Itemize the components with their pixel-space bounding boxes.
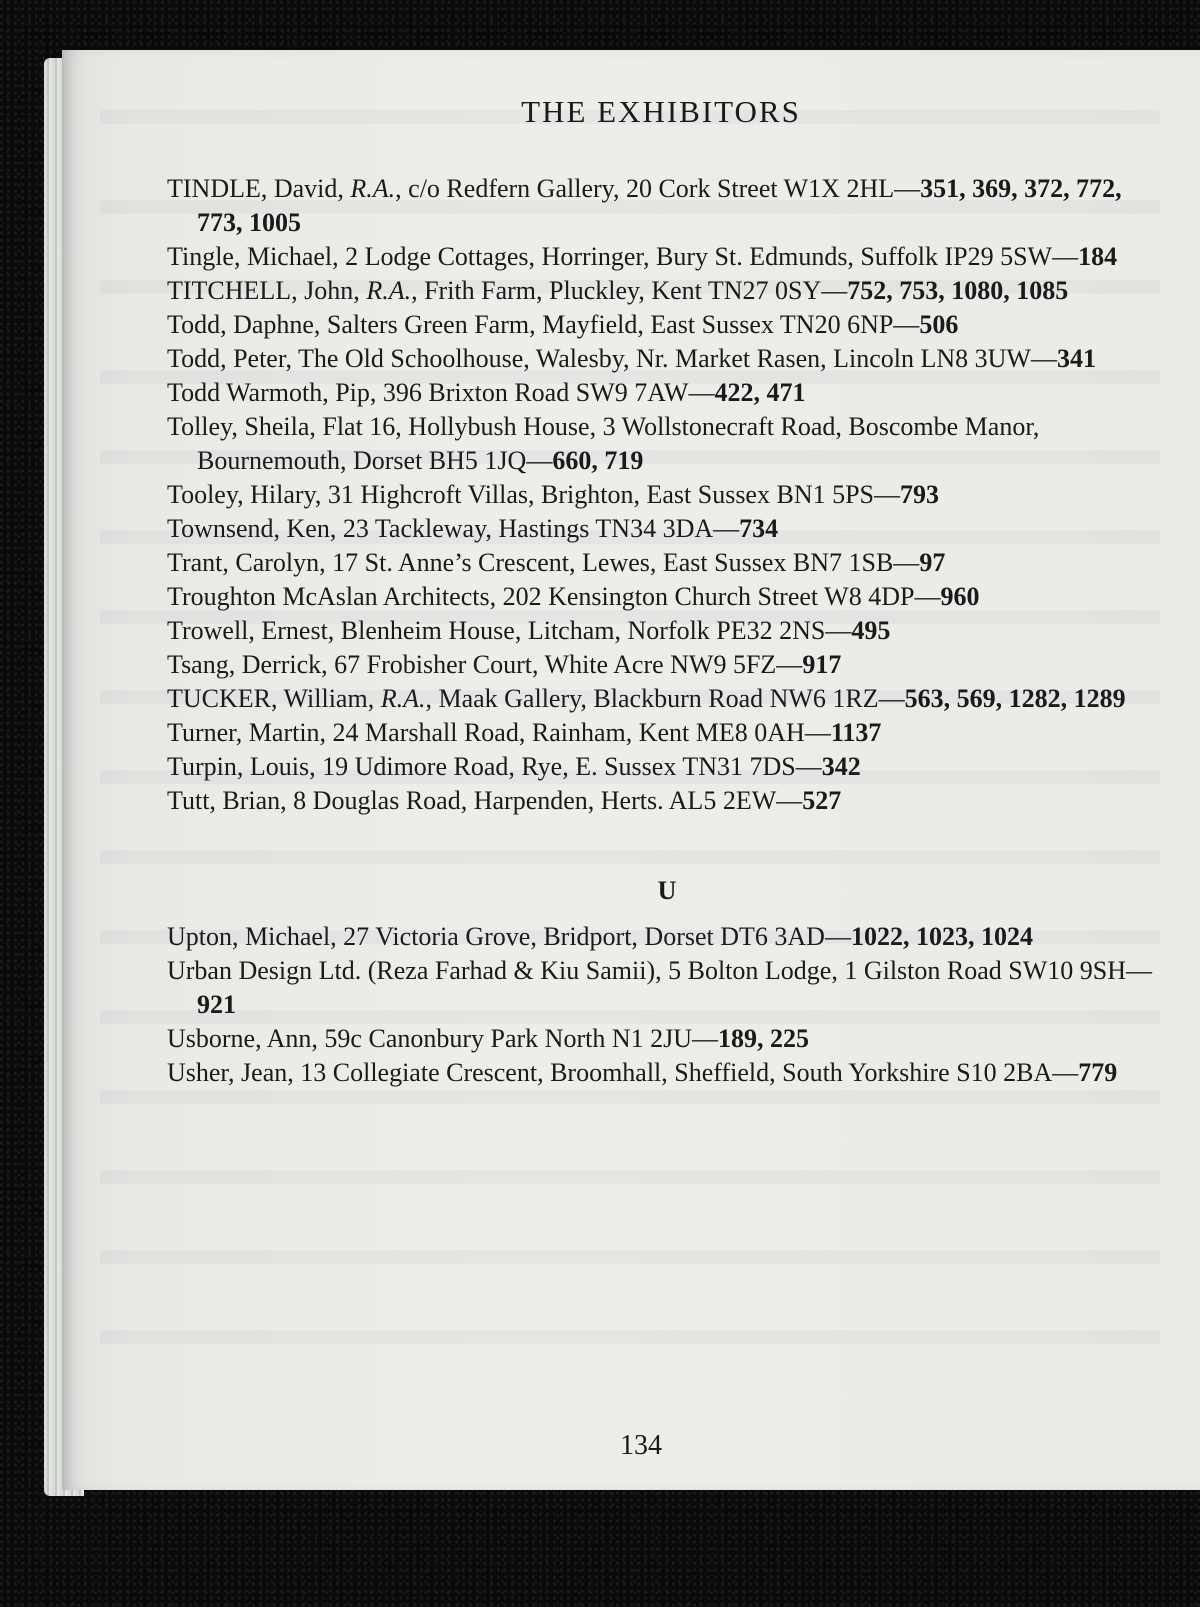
catalogue-numbers: 351, 369, 372, 772, 773, 1005 <box>197 174 1122 237</box>
catalogue-numbers: 779 <box>1078 1058 1118 1087</box>
exhibitor-name-address: Turner, Martin, 24 Marshall Road, Rainham, Kent ME8 0AH— <box>167 718 831 747</box>
catalogue-numbers: 184 <box>1078 242 1118 271</box>
exhibitor-name-address: Trowell, Ernest, Blenheim House, Litcham, Norfolk PE32 2NS— <box>167 616 852 645</box>
catalogue-numbers: 1022, 1023, 1024 <box>850 922 1033 951</box>
exhibitor-name-address: TUCKER, William, <box>167 684 381 713</box>
section-letter-u: U <box>657 876 677 905</box>
catalogue-numbers: 917 <box>802 650 842 679</box>
exhibitor-entry <box>167 342 1167 376</box>
exhibitor-address: , c/o Redfern Gallery, 20 Cork Street W1X 2HL— <box>395 174 921 203</box>
exhibitor-name-address: Tolley, Sheila, Flat 16, Hollybush House, 3 Wollstonecraft Road, Boscombe Manor, Bournemouth, Dorset BH5 1JQ— <box>167 412 1040 475</box>
exhibitor-entry <box>167 478 1167 512</box>
exhibitor-entry <box>167 172 1167 240</box>
catalogue-numbers: 506 <box>919 310 959 339</box>
exhibitor-entry <box>167 954 1167 1022</box>
exhibitor-entry <box>167 512 1167 546</box>
exhibitor-name-address: Tooley, Hilary, 31 Highcroft Villas, Brighton, East Sussex BN1 5PS— <box>167 480 901 509</box>
book-page <box>62 50 1200 1490</box>
catalogue-numbers: 960 <box>940 582 980 611</box>
catalogue-numbers: 660, 719 <box>552 446 644 475</box>
exhibitor-entry <box>167 784 1167 818</box>
catalogue-numbers: 921 <box>197 990 236 1019</box>
exhibitor-name-address: Trant, Carolyn, 17 St. Anne’s Crescent, Lewes, East Sussex BN7 1SB— <box>167 548 920 577</box>
exhibitor-title: R.A. <box>366 276 412 305</box>
exhibitor-name-address: Townsend, Ken, 23 Tackleway, Hastings TN34 3DA— <box>167 514 740 543</box>
exhibitor-entry <box>167 376 1167 410</box>
exhibitor-list <box>167 172 1167 1090</box>
exhibitor-entry <box>167 750 1167 784</box>
exhibitor-name-address: Tutt, Brian, 8 Douglas Road, Harpenden, Herts. AL5 2EW— <box>167 786 803 815</box>
exhibitor-address: , Frith Farm, Pluckley, Kent TN27 0SY— <box>411 276 848 305</box>
exhibitor-entry <box>167 1056 1167 1090</box>
exhibitor-name-address: Todd, Daphne, Salters Green Farm, Mayfield, East Sussex TN20 6NP— <box>167 310 920 339</box>
page-number: 134 <box>620 1430 662 1461</box>
exhibitor-group-u <box>167 920 1167 1090</box>
catalogue-numbers: 734 <box>739 514 779 543</box>
exhibitor-entry <box>167 716 1167 750</box>
catalogue-numbers: 793 <box>900 480 940 509</box>
exhibitor-entry <box>167 614 1167 648</box>
exhibitor-name-address: Turpin, Louis, 19 Udimore Road, Rye, E. Sussex TN31 7DS— <box>167 752 822 781</box>
exhibitor-name-address: Tingle, Michael, 2 Lodge Cottages, Horringer, Bury St. Edmunds, Suffolk IP29 5SW— <box>167 242 1079 271</box>
catalogue-numbers: 422, 471 <box>714 378 806 407</box>
exhibitor-name-address: TITCHELL, John, <box>167 276 367 305</box>
exhibitor-title: R.A. <box>380 684 426 713</box>
exhibitor-name-address: Usher, Jean, 13 Collegiate Crescent, Broomhall, Sheffield, South Yorkshire S10 2BA— <box>167 1058 1079 1087</box>
catalogue-numbers: 1137 <box>830 718 882 747</box>
exhibitor-address: , Maak Gallery, Blackburn Road NW6 1RZ— <box>425 684 905 713</box>
exhibitor-entry <box>167 682 1167 716</box>
catalogue-numbers: 495 <box>851 616 891 645</box>
catalogue-numbers: 97 <box>919 548 946 577</box>
catalogue-numbers: 527 <box>802 786 842 815</box>
page-title: THE EXHIBITORS <box>521 94 801 129</box>
exhibitor-entry <box>167 410 1167 478</box>
exhibitor-title: R.A. <box>350 174 396 203</box>
catalogue-numbers: 563, 569, 1282, 1289 <box>904 684 1126 713</box>
exhibitor-entry <box>167 240 1167 274</box>
exhibitor-name-address: Todd Warmoth, Pip, 396 Brixton Road SW9 7AW— <box>167 378 715 407</box>
exhibitor-name-address: Troughton McAslan Architects, 202 Kensington Church Street W8 4DP— <box>167 582 941 611</box>
catalogue-numbers: 342 <box>821 752 861 781</box>
exhibitor-entry <box>167 920 1167 954</box>
catalogue-numbers: 189, 225 <box>718 1024 810 1053</box>
exhibitor-name-address: Upton, Michael, 27 Victoria Grove, Bridport, Dorset DT6 3AD— <box>167 922 851 951</box>
exhibitor-entry <box>167 274 1167 308</box>
exhibitor-name-address: TINDLE, David, <box>167 174 351 203</box>
exhibitor-name-address: Usborne, Ann, 59c Canonbury Park North N1 2JU— <box>167 1024 719 1053</box>
exhibitor-group-t <box>167 172 1167 818</box>
exhibitor-name-address: Tsang, Derrick, 67 Frobisher Court, White Acre NW9 5FZ— <box>167 650 803 679</box>
exhibitor-entry <box>167 1022 1167 1056</box>
catalogue-numbers: 341 <box>1056 344 1096 373</box>
exhibitor-entry <box>167 546 1167 580</box>
exhibitor-entry <box>167 648 1167 682</box>
exhibitor-entry <box>167 308 1167 342</box>
exhibitor-name-address: Todd, Peter, The Old Schoolhouse, Walesby, Nr. Market Rasen, Lincoln LN8 3UW— <box>167 344 1057 373</box>
exhibitor-entry <box>167 580 1167 614</box>
exhibitor-name-address: Urban Design Ltd. (Reza Farhad & Kiu Samii), 5 Bolton Lodge, 1 Gilston Road SW10 9SH— <box>167 956 1153 985</box>
catalogue-numbers: 752, 753, 1080, 1085 <box>847 276 1069 305</box>
